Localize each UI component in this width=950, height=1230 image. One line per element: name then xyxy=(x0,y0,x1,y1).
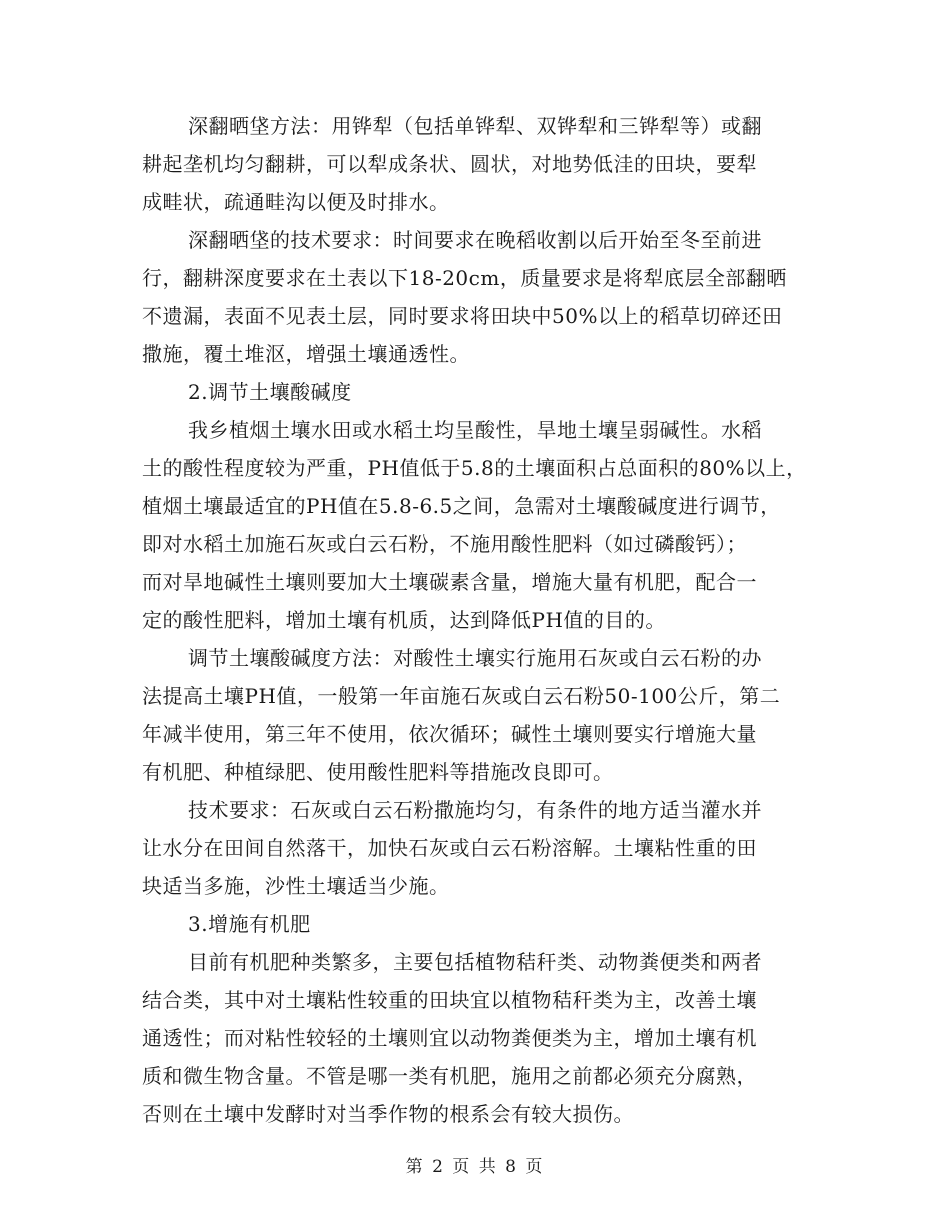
text-line: 定的酸性肥料，增加土壤有机质，达到降低PH值的目的。 xyxy=(142,608,666,632)
text-line: 让水分在田间自然落干，加快石灰或白云石粉溶解。土壤粘性重的田 xyxy=(142,836,757,860)
text-line: 撒施，覆土堆沤，增强土壤通透性。 xyxy=(142,342,470,366)
text-line: 深翻晒垡的技术要求：时间要求在晚稻收割以后开始至冬至前进 xyxy=(188,228,762,252)
text-line: 否则在土壤中发酵时对当季作物的根系会有较大损伤。 xyxy=(142,1102,634,1126)
text-line: 有机肥、种植绿肥、使用酸性肥料等措施改良即可。 xyxy=(142,760,614,784)
text-line: 质和微生物含量。不管是哪一类有机肥，施用之前都必须充分腐熟， xyxy=(142,1064,757,1088)
text-line: 调节土壤酸碱度方法：对酸性土壤实行施用石灰或白云石粉的办 xyxy=(188,646,762,670)
text-line: 通透性；而对粘性较轻的土壤则宜以动物粪便类为主，增加土壤有机 xyxy=(142,1026,757,1050)
text-line: 我乡植烟土壤水田或水稻土均呈酸性，旱地土壤呈弱碱性。水稻 xyxy=(188,418,762,442)
text-line: 行，翻耕深度要求在土表以下18-20cm，质量要求是将犁底层全部翻晒 xyxy=(142,266,787,290)
text-line: 深翻晒垡方法：用铧犁（包括单铧犁、双铧犁和三铧犁等）或翻 xyxy=(188,114,762,138)
section-heading: 3.增施有机肥 xyxy=(188,912,311,936)
text-line: 目前有机肥种类繁多，主要包括植物秸秆类、动物粪便类和两者 xyxy=(188,950,762,974)
text-line: 块适当多施，沙性土壤适当少施。 xyxy=(142,874,450,898)
text-line: 即对水稻土加施石灰或白云石粉，不施用酸性肥料（如过磷酸钙）； xyxy=(142,532,747,556)
page-number-footer: 第 2 页 共 8 页 xyxy=(405,1157,545,1177)
text-line: 植烟土壤最适宜的PH值在5.8-6.5之间，急需对土壤酸碱度进行调节， xyxy=(142,494,781,518)
text-line: 不遗漏，表面不见表土层，同时要求将田块中50%以上的稻草切碎还田 xyxy=(142,304,783,328)
text-line: 耕起垄机均匀翻耕，可以犁成条状、圆状，对地势低洼的田块，要犁 xyxy=(142,152,757,176)
text-line: 年减半使用，第三年不使用，依次循环；碱性土壤则要实行增施大量 xyxy=(142,722,757,746)
text-line: 技术要求：石灰或白云石粉撒施均匀，有条件的地方适当灌水并 xyxy=(188,798,762,822)
section-heading: 2.调节土壤酸碱度 xyxy=(188,380,352,404)
text-line: 结合类，其中对土壤粘性较重的田块宜以植物秸秆类为主，改善土壤 xyxy=(142,988,757,1012)
text-line: 成畦状，疏通畦沟以便及时排水。 xyxy=(142,190,450,214)
text-line: 土的酸性程度较为严重，PH值低于5.8的土壤面积占总面积的80%以上， xyxy=(142,456,807,480)
text-line: 法提高土壤PH值，一般第一年亩施石灰或白云石粉50-100公斤，第二 xyxy=(142,684,781,708)
text-line: 而对旱地碱性土壤则要加大土壤碳素含量，增施大量有机肥，配合一 xyxy=(142,570,757,594)
